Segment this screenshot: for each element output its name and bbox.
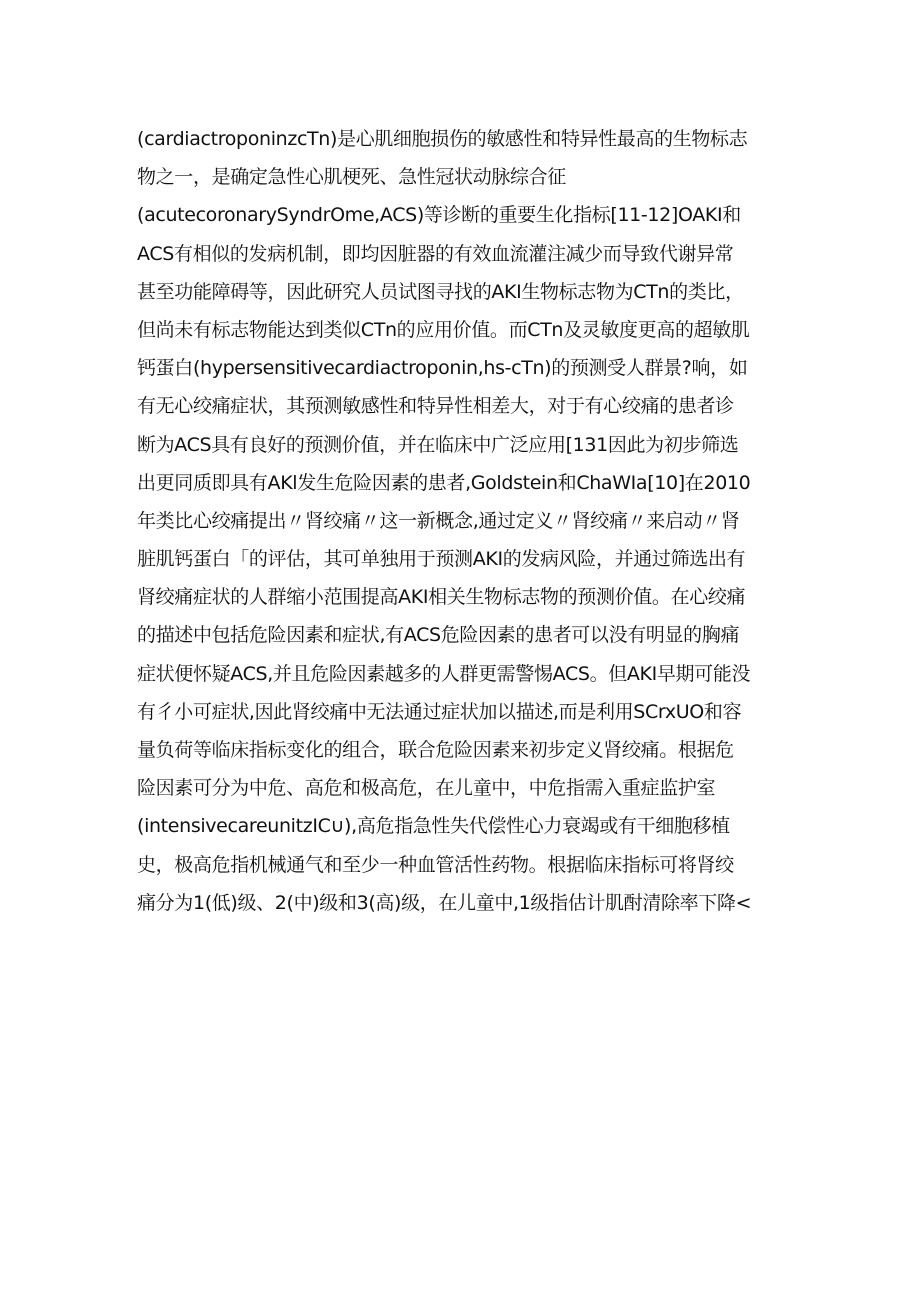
text-line: 甚至功能障碍等，因此研究人员试图寻找的AKI生物标志物为CTn的类比，	[137, 280, 744, 303]
text-line: 脏肌钙蛋白「的评估，其可单独用于预测AKI的发病风险，并通过筛选出有	[137, 548, 746, 571]
text-line: 年类比心绞痛提出〃肾绞痛〃这一新概念,通过定义〃肾绞痛〃来启动〃肾	[137, 509, 740, 532]
text-line: 出更同质即具有AKl发生危险因素的患者,Goldstein和ChaWIa[10]在2010	[137, 471, 751, 494]
text-line: 肾绞痛症状的人群缩小范围提高AKI相关生物标志物的预测价值。在心绞痛	[137, 586, 746, 609]
text-line: 有彳小可症状,因此肾绞痛中无法通过症状加以描述,而是利用SCrxUO和容	[137, 700, 742, 723]
text-line: 有无心绞痛症状，其预测敏感性和特异性相差大，对于有心绞痛的患者诊	[137, 395, 734, 418]
text-line: 钙蛋白(hypersensitivecardiactroponin,hs-cTn)的预测受人群景?响，如	[137, 357, 748, 380]
text-line: (intensivecareunitzIC∪),高危指急性失代偿性心力衰竭或有干细胞移植	[137, 815, 730, 838]
text-line: ACS有相似的发病机制，即均因脏器的有效血流灌注减少而导致代谢异常	[137, 242, 734, 265]
body-paragraph	[137, 120, 787, 922]
text-line: 但尚未有标志物能达到类似CTn的应用价值。而CTn及灵敏度更高的超敏肌	[137, 318, 750, 341]
text-line: 断为ACS具有良好的预测价值，并在临床中广泛应用[131因此为初步筛选	[137, 433, 739, 456]
text-line: (acutecoronarySyndrOme,ACS)等诊断的重要生化指标[11-12]OAKI和	[137, 204, 741, 227]
text-line: 险因素可分为中危、高危和极高危，在儿童中，中危指需入重症监护室	[137, 777, 716, 800]
text-line: 的描述中包括危险因素和症状,有ACS危险因素的患者可以没有明显的胸痛	[137, 624, 740, 647]
text-line: 物之一，是确定急性心肌梗死、急性冠状动脉综合征	[137, 166, 566, 189]
text-line: 痛分为1(低)级、2(中)级和3(高)级，在儿童中,1级指估计肌酎清除率下降<	[137, 891, 752, 914]
text-line: 症状便怀疑ACS,并且危险因素越多的人群更需警惕ACS。但AKI早期可能没	[137, 662, 751, 685]
text-line: 史，极高危指机械通气和至少一种血管活性药物。根据临床指标可将肾绞	[137, 853, 734, 876]
text-line: 量负荷等临床指标变化的组合，联合危险因素来初步定义肾绞痛。根据危	[137, 739, 734, 761]
text-line: (cardiactroponinzcTn)是心肌细胞损伤的敏感性和特异性最高的生物标志	[137, 128, 748, 150]
